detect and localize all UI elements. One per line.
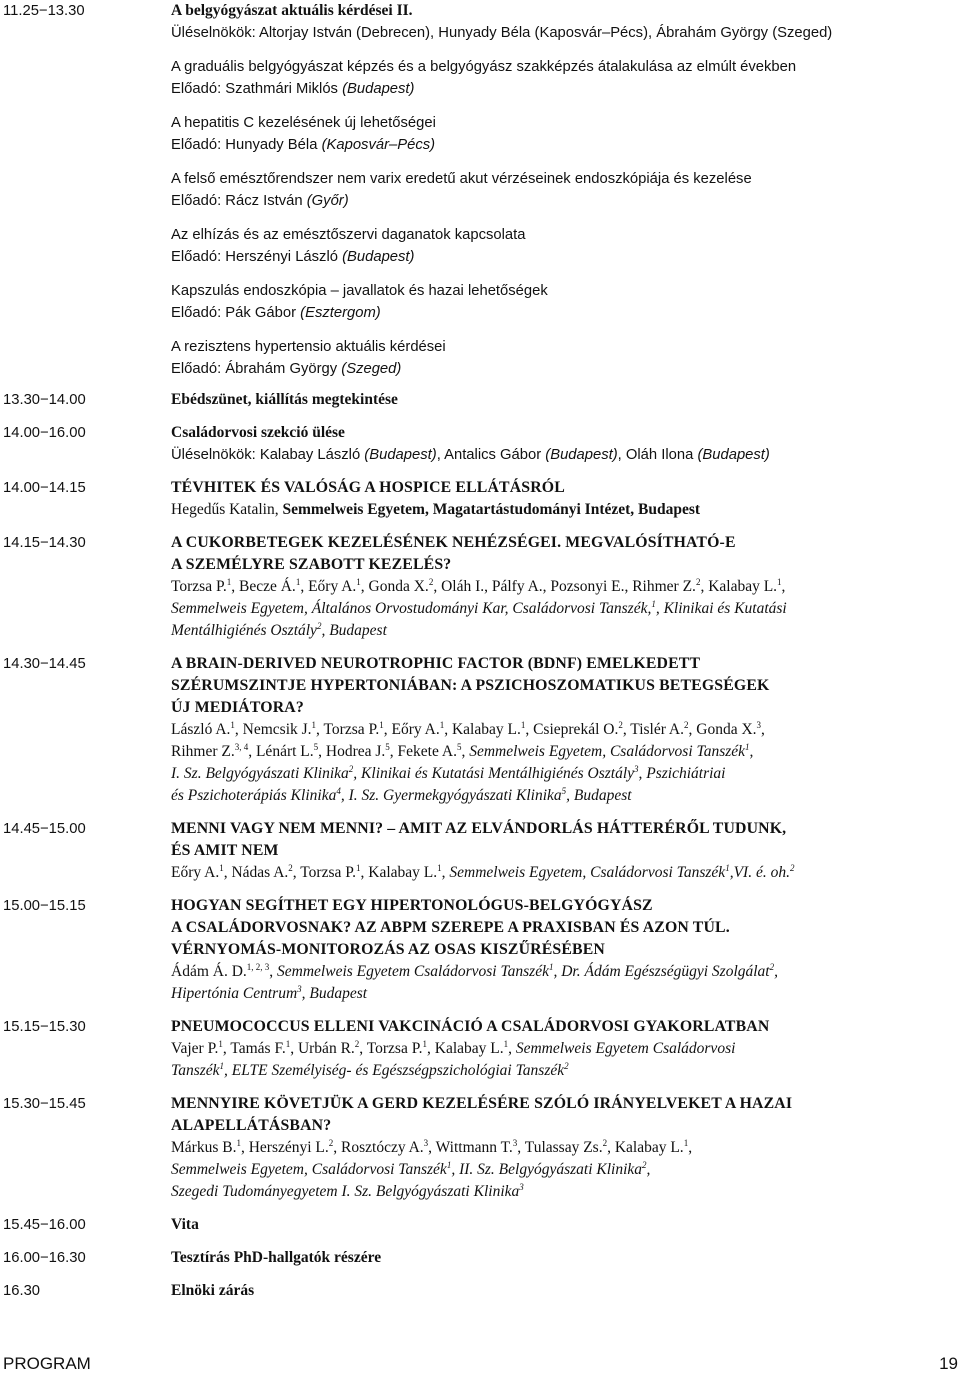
talk-speaker: Előadó: Pák Gábor (171, 305, 297, 321)
talk-place: (Szeged) (341, 361, 402, 377)
talk-item (171, 224, 953, 268)
program-section (3, 1247, 953, 1269)
program-section (3, 477, 953, 521)
talk-title: A graduális belgyógyászat képzés és a belgyógyász szakképzés átalakulása az elmúlt években (171, 59, 797, 75)
program-document (3, 0, 953, 1302)
session-time: 16.30 (3, 1283, 41, 1299)
program-section (3, 389, 953, 411)
talk-title: A felső emésztőrendszer nem varix eredetű akut vérzéseinek endoszkópiája és kezelése (171, 171, 752, 187)
talk-authors: Vajer P.$^1$, Tamás F.$^1$, Urbán R.$^2$, Torzsa P.$^1$, Kalabay L.$^1$, Semmelweis Egyetem Családorvosi (171, 1038, 736, 1057)
talk-title: A CUKORBETEGEK KEZELÉSÉNEK NEHÉZSÉGEI. MEGVALÓSÍTHATÓ-E (171, 534, 736, 551)
program-section (3, 653, 953, 807)
talk-affiliation: Hipertónia Centrum$^3$, Budapest (171, 983, 368, 1002)
talk-list (171, 56, 953, 380)
program-section (3, 1093, 953, 1203)
session-time: 14.00−14.15 (3, 480, 86, 496)
talk-title: A BRAIN-DERIVED NEUROTROPHIC FACTOR (BDNF) EMELKEDETT (171, 655, 701, 672)
talk-item (171, 336, 953, 380)
talk-authors: Rihmer Z.$^{3, 4}$, Lénárt L.$^5$, Hodrea J.$^5$, Fekete A.$^5$, Semmelweis Egyetem, Családorvosi Tanszék$^1$, (171, 741, 754, 760)
talk-place: (Kaposvár–Pécs) (321, 137, 436, 153)
talk-title: A rezisztens hypertensio aktuális kérdései (171, 339, 446, 355)
talk-title: SZÉRUMSZINTJE HYPERTONIÁBAN: A PSZICHOSZOMATIKUS BETEGSÉGEK (171, 677, 770, 694)
talk-item (171, 56, 953, 100)
session-time: 14.15−14.30 (3, 535, 86, 551)
session-time: 14.00−16.00 (3, 425, 86, 441)
talk-title: ÉS AMIT NEM (171, 842, 279, 859)
talk-speaker: Előadó: Ábrahám György (171, 361, 338, 377)
program-section (3, 1016, 953, 1082)
page-number: 19 (939, 1354, 958, 1373)
talk-authors: Eőry A.$^1$, Nádas A.$^2$, Torzsa P.$^1$, Kalabay L.$^1$, Semmelweis Egyetem, Családorvosi Tanszék$^1$,VI. é. oh.$^2$ (171, 862, 795, 881)
talk-item (171, 112, 953, 156)
session-time: 14.30−14.45 (3, 656, 86, 672)
talk-affiliation: Semmelweis Egyetem, Általános Orvostudományi Kar, Családorvosi Tanszék,$^1$, Klinikai és Kutatási (171, 598, 787, 617)
program-section (3, 1280, 953, 1302)
talk-title: Az elhízás és az emésztőszervi daganatok kapcsolata (171, 227, 526, 243)
session-time: 15.30−15.45 (3, 1096, 86, 1112)
program-section (3, 895, 953, 1005)
session-time: 15.45−16.00 (3, 1217, 86, 1233)
talk-affiliation: Semmelweis Egyetem, Családorvosi Tanszék$^1$, II. Sz. Belgyógyászati Klinika$^2$, (171, 1159, 651, 1178)
program-section (3, 0, 953, 380)
page-footer (0, 1353, 960, 1379)
talk-title: A SZEMÉLYRE SZABOTT KEZELÉS? (171, 556, 452, 573)
talk-place: (Budapest) (342, 81, 415, 97)
talk-title: HOGYAN SEGÍTHET EGY HIPERTONOLÓGUS-BELGYÓGYÁSZ (171, 897, 653, 914)
session-title: Tesztírás PhD-hallgatók részére (171, 1249, 382, 1266)
talk-title: A CSALÁDORVOSNAK? AZ ABPM SZEREPE A PRAXISBAN ÉS AZON TÚL. (171, 919, 730, 936)
program-section (3, 1214, 953, 1236)
talk-affiliation: I. Sz. Belgyógyászati Klinika$^2$, Klinikai és Kutatási Mentálhigiénés Osztály$^3$, Pszichiátriai (171, 763, 726, 782)
session-time: 14.45−15.00 (3, 821, 86, 837)
talk-affiliation: és Pszichoterápiás Klinika$^4$, I. Sz. Gyermekgyógyászati Klinika$^5$, Budapest (171, 785, 632, 804)
talk-authors: Márkus B.$^1$, Herszényi L.$^2$, Rosztóczy A.$^3$, Wittmann T.$^3$, Tulassay Zs.$^2$, Kalabay L.$^1$, (171, 1137, 693, 1156)
talk-item (171, 280, 953, 324)
session-time: 16.00−16.30 (3, 1250, 86, 1266)
talk-title: ALAPELLÁTÁSBAN? (171, 1117, 332, 1134)
program-section (3, 532, 953, 642)
talk-title: Kapszulás endoszkópia – javallatok és hazai lehetőségek (171, 283, 548, 299)
session-title: Vita (171, 1216, 199, 1233)
program-section (3, 422, 953, 466)
talk-speaker: Előadó: Rácz István (171, 193, 303, 209)
session-chairs: Üléselnökök: Kalabay László (Budapest), Antalics Gábor (Budapest), Oláh Ilona (Budapest) (171, 447, 770, 463)
talk-title: A hepatitis C kezelésének új lehetőségei (171, 115, 436, 131)
talk-speaker: Előadó: Szathmári Miklós (171, 81, 338, 97)
session-time: 13.30−14.00 (3, 392, 86, 408)
talk-title: PNEUMOCOCCUS ELLENI VAKCINÁCIÓ A CSALÁDORVOSI GYAKORLATBAN (171, 1018, 770, 1035)
session-title: Családorvosi szekció ülése (171, 424, 345, 441)
talk-place: (Budapest) (342, 249, 415, 265)
talk-affiliation: Szegedi Tudományegyetem I. Sz. Belgyógyászati Klinika$^3$ (171, 1181, 524, 1200)
talk-authors: Ádám Á. D.$^{1, 2, 3}$, Semmelweis Egyetem Családorvosi Tanszék$^1$, Dr. Ádám Egészségügyi Szolgálat$^2$, (171, 961, 778, 980)
footer-label: PROGRAM (3, 1354, 91, 1373)
talk-authors: Torzsa P.$^1$, Becze Á.$^1$, Eőry A.$^1$, Gonda X.$^2$, Oláh I., Pálfy A., Pozsonyi E., Rihmer Z.$^2$, Kalabay L.$^1$, (171, 576, 786, 595)
talk-item (171, 168, 953, 212)
session-title: Elnöki zárás (171, 1282, 255, 1299)
session-time: 15.15−15.30 (3, 1019, 86, 1035)
talk-speaker: Előadó: Herszényi László (171, 249, 338, 265)
session-time: 11.25−13.30 (3, 3, 85, 19)
talk-title: MENNYIRE KÖVETJÜK A GERD KEZELÉSÉRE SZÓLÓ IRÁNYELVEKET A HAZAI (171, 1095, 793, 1112)
talk-title: ÚJ MEDIÁTORA? (171, 699, 304, 716)
talk-title: TÉVHITEK ÉS VALÓSÁG A HOSPICE ELLÁTÁSRÓL (171, 479, 565, 496)
session-chairs: Üléselnökök: Altorjay István (Debrecen), Hunyady Béla (Kaposvár–Pécs), Ábrahám György (Szeged) (171, 25, 833, 41)
talk-title: VÉRNYOMÁS-MONITOROZÁS AZ OSAS KISZŰRÉSÉBEN (171, 941, 605, 958)
talk-place: (Esztergom) (300, 305, 381, 321)
session-title: Ebédszünet, kiállítás megtekintése (171, 391, 398, 408)
program-section (3, 818, 953, 884)
talk-affiliation: Tanszék$^1$, ELTE Személyiség- és Egészségpszichológiai Tanszék$^2$ (171, 1060, 569, 1079)
session-time: 15.00−15.15 (3, 898, 86, 914)
talk-place: (Győr) (306, 193, 349, 209)
talk-title: MENNI VAGY NEM MENNI? – AMIT AZ ELVÁNDORLÁS HÁTTERÉRŐL TUDUNK, (171, 820, 787, 837)
talk-affiliation: Mentálhigiénés Osztály$^2$, Budapest (171, 620, 387, 639)
talk-authors: Hegedűs Katalin, Semmelweis Egyetem, Magatartástudományi Intézet, Budapest (171, 501, 701, 518)
session-title: A belgyógyászat aktuális kérdései II. (171, 2, 413, 19)
talk-speaker: Előadó: Hunyady Béla (171, 137, 318, 153)
talk-authors: László A.$^1$, Nemcsik J.$^1$, Torzsa P.$^1$, Eőry A.$^1$, Kalabay L.$^1$, Csieprekál O.$^2$, Tislér A.$^2$, Gonda X.$^3$, (171, 719, 765, 738)
